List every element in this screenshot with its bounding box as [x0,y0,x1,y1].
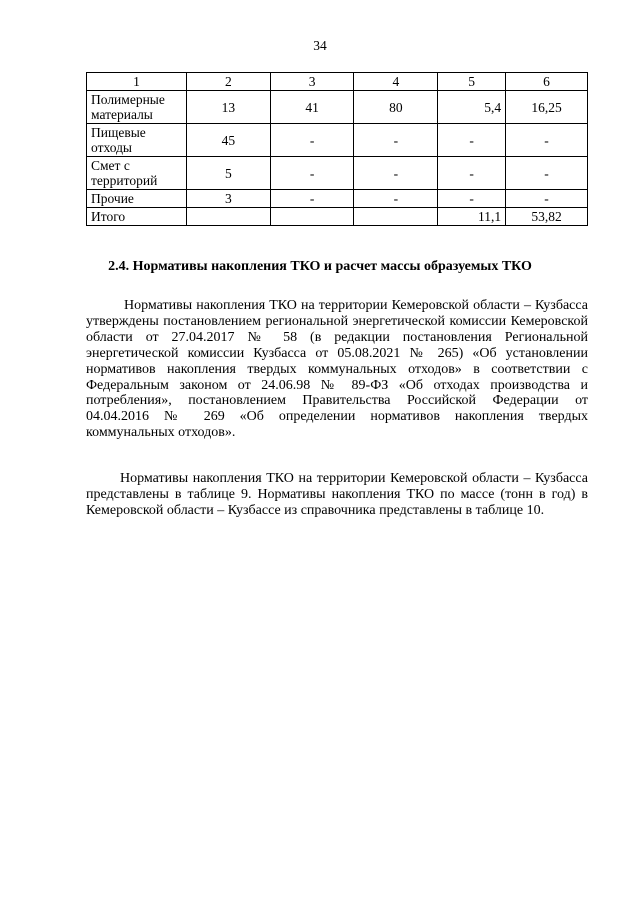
table-cell: 13 [186,91,270,124]
table-cell [354,208,438,226]
table-cell: - [438,190,506,208]
row-name: Полимерные материалы [87,91,187,124]
column-header: 5 [438,73,506,91]
waste-composition-table [86,72,588,226]
table-cell: 16,25 [506,91,588,124]
table-header-row [87,73,588,91]
table-cell: - [354,124,438,157]
row-name: Смет с территорий [87,157,187,190]
table-total-row [87,208,588,226]
table-cell: - [506,190,588,208]
table-cell: - [506,157,588,190]
table-cell: - [270,157,354,190]
table-cell: - [438,124,506,157]
table-cell: - [270,190,354,208]
table-cell: - [354,190,438,208]
column-header: 6 [506,73,588,91]
body-paragraph: Нормативы накопления ТКО на территории Кемеровской области – Кузбасса утверждены постановлением региональной энергетической комиссии Кемеровской области от 27.04.2017 № 58 (в редакции постановления Региональной энергетической комиссии Кузбасса от 05.08.2021 № 265) «Об установлении нормативов накопления твердых коммунальных отходов» в соответствии с Федеральным законом от 24.06.98 № 89-ФЗ «Об отходах производства и потребления», постановлением Правительства Российской Федерации от 04.04.2016 № 269 «Об определении нормативов накопления твердых коммунальных отходов». [86,298,588,441]
table-cell: - [506,124,588,157]
table-row [87,190,588,208]
table-cell: - [354,157,438,190]
table-row [87,91,588,124]
column-header: 3 [270,73,354,91]
table-cell [186,208,270,226]
page-number: 34 [313,38,327,53]
table-row [87,124,588,157]
table-cell: 41 [270,91,354,124]
column-header: 2 [186,73,270,91]
table-cell: 53,82 [506,208,588,226]
section-heading: 2.4. Нормативы накопления ТКО и расчет массы образуемых ТКО [108,259,532,274]
table-cell: 80 [354,91,438,124]
table-cell: 5 [186,157,270,190]
column-header: 1 [87,73,187,91]
column-header: 4 [354,73,438,91]
table-cell: 45 [186,124,270,157]
row-name: Итого [87,208,187,226]
table-row [87,157,588,190]
table-cell: - [438,157,506,190]
table-cell [270,208,354,226]
body-paragraph: Нормативы накопления ТКО на территории Кемеровской области – Кузбасса представлены в таблице 9. Нормативы накопления ТКО по массе (тонн в год) в Кемеровской области – Кузбассе из справочника представлены в таблице 10. [86,471,588,518]
row-name: Пищевые отходы [87,124,187,157]
table-cell: 3 [186,190,270,208]
row-name: Прочие [87,190,187,208]
table-cell: 5,4 [438,91,506,124]
table-cell: - [270,124,354,157]
table-cell: 11,1 [438,208,506,226]
